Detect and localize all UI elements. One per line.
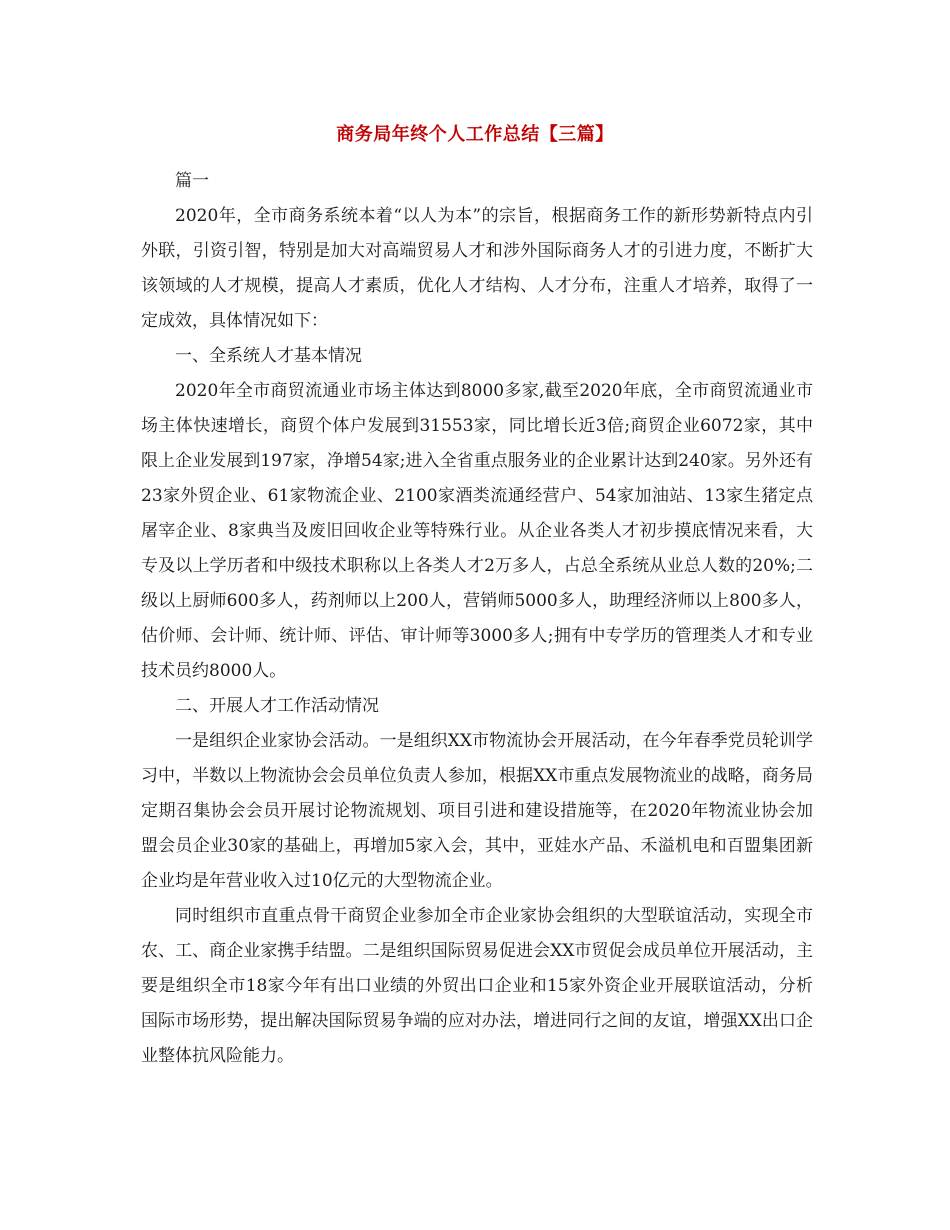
section-heading-talent-overview: 一、全系统人才基本情况 (175, 346, 362, 366)
section-heading-part-one: 篇一 (175, 171, 209, 191)
trade-promotion-paragraph: 同时组织市直重点骨干商贸企业参加全市企业家协会组织的大型联谊活动，实现全市农、工、商企业家携手结盟。二是组织国际贸易促进会XX市贸促会成员单位开展活动，主要是组织全市18家今年有出口业绩的外贸出口企业和15家外资企业开展联谊活动，分析国际市场形势，提出解决国际贸易争端的应对办法，增进同行之间的友谊，增强XX出口企业整体抗风险能力。 (141, 906, 813, 1066)
document-body (141, 164, 813, 1074)
document-title: 商务局年终个人工作总结【三篇】 (336, 124, 614, 145)
talent-overview-paragraph: 2020年全市商贸流通业市场主体达到8000多家,截至2020年底，全市商贸流通业市场主体快速增长，商贸个体户发展到31553家，同比增长近3倍;商贸企业6072家，其中限上企业发展到197家，净增54家;进入全省重点服务业的企业累计达到240家。另外还有23家外贸企业、61家物流企业、2100家酒类流通经营户、54家加油站、13家生猪定点屠宰企业、8家典当及废旧回收企业等特殊行业。从企业各类人才初步摸底情况来看，大专及以上学历者和中级技术职称以上各类人才2万多人，占总全系统从业总人数的20%;二级以上厨师600多人，药剂师以上200人，营销师5000多人，助理经济师以上800多人，估价师、会计师、统计师、评估、审计师等3000多人;拥有中专学历的管理类人才和专业技术员约8000人。 (141, 381, 813, 681)
entrepreneur-association-paragraph: 一是组织企业家协会活动。一是组织XX市物流协会开展活动，在今年春季党员轮训学习中，半数以上物流协会会员单位负责人参加，根据XX市重点发展物流业的战略，商务局定期召集协会会员开展讨论物流规划、项目引进和建设措施等，在2020年物流业协会加盟会员企业30家的基础上，再增加5家入会，其中，亚娃水产品、禾溢机电和百盟集团新企业均是年营业收入过10亿元的大型物流企业。 (141, 731, 813, 891)
intro-paragraph: 2020年，全市商务系统本着“以人为本”的宗旨，根据商务工作的新形势新特点内引外联，引资引智，特别是加大对高端贸易人才和涉外国际商务人才的引进力度，不断扩大该领域的人才规模，提高人才素质，优化人才结构、人才分布，注重人才培养，取得了一定成效，具体情况如下： (141, 206, 813, 331)
section-heading-talent-activities: 二、开展人才工作活动情况 (175, 696, 379, 716)
